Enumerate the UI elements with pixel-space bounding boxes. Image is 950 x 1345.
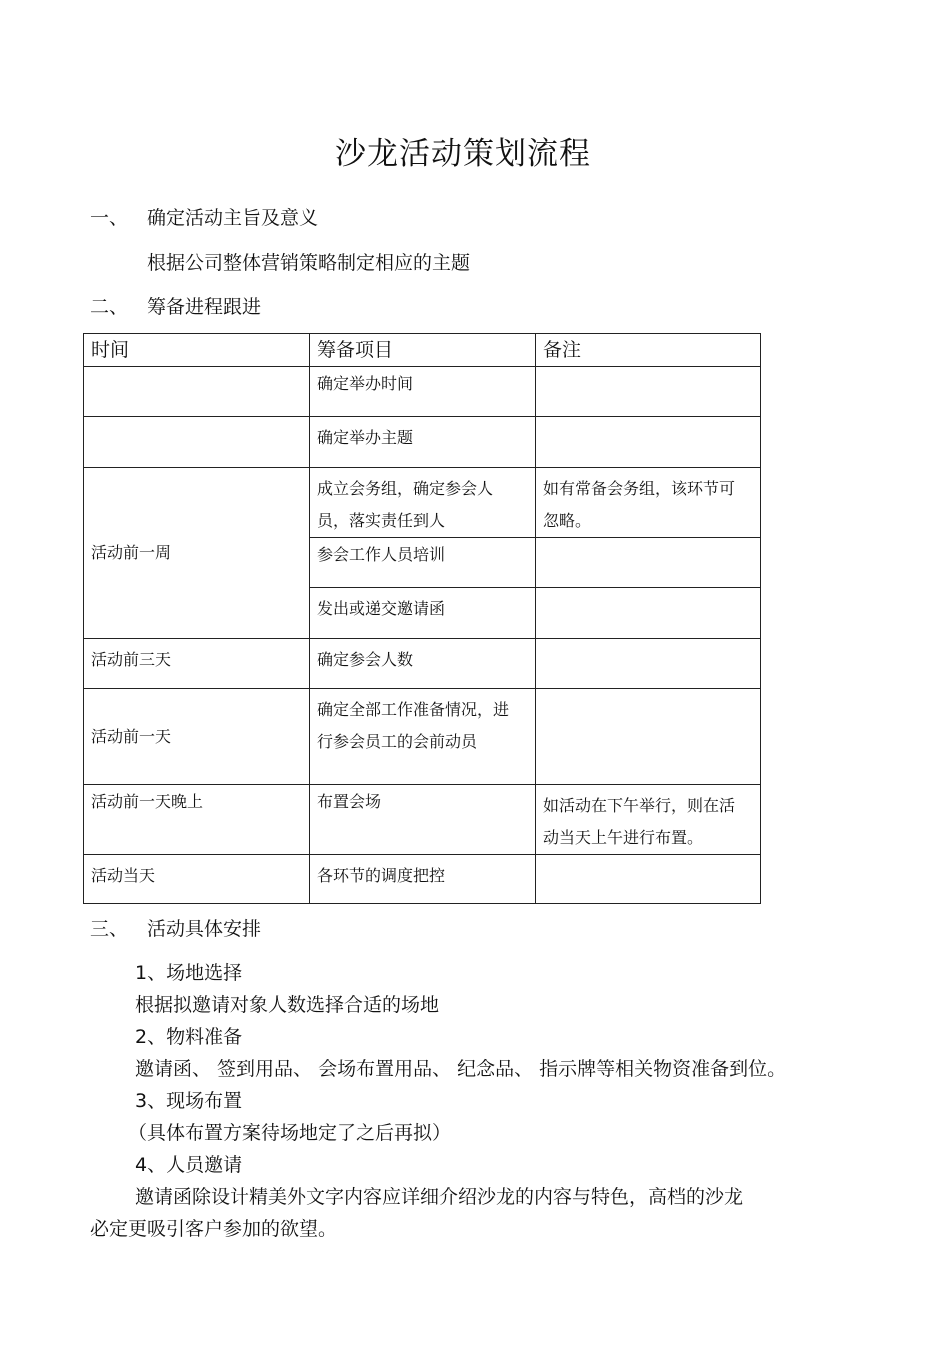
section-3-heading bbox=[90, 914, 261, 941]
section-2-heading bbox=[90, 292, 261, 319]
table-cell-note bbox=[536, 689, 761, 785]
section-1-heading bbox=[90, 203, 318, 230]
table-cell-item: 确定全部工作准备情况，进行参会员工的会前动员 bbox=[310, 689, 536, 785]
table-header-row bbox=[84, 334, 761, 367]
preparation-table bbox=[83, 333, 761, 904]
section-1-title: 确定活动主旨及意义 bbox=[147, 207, 319, 229]
table-row bbox=[84, 785, 761, 855]
table-cell-item: 参会工作人员培训 bbox=[310, 538, 536, 588]
table-header-item: 筹备项目 bbox=[310, 334, 536, 367]
table-header-time: 时间 bbox=[84, 334, 310, 367]
table-cell-item: 确定参会人数 bbox=[310, 639, 536, 689]
arrangement-2-label: 2、物料准备 bbox=[135, 1026, 243, 1048]
table-cell-time: 活动当天 bbox=[84, 855, 310, 904]
arrangement-4-text: 邀请函除设计精美外文字内容应详细介绍沙龙的内容与特色，高档的沙龙 bbox=[135, 1186, 744, 1208]
section-2-title: 筹备进程跟进 bbox=[147, 296, 262, 318]
table-cell-note bbox=[536, 367, 761, 417]
table-header-note: 备注 bbox=[536, 334, 761, 367]
table-cell-note bbox=[536, 588, 761, 639]
arrangement-4-label: 4、人员邀请 bbox=[135, 1154, 243, 1176]
table-cell-time: 活动前一周 bbox=[84, 468, 310, 639]
arrangement-2-text: 邀请函、 签到用品、 会场布置用品、 纪念品、 指示牌等相关物资准备到位。 bbox=[135, 1058, 787, 1080]
table-cell-note bbox=[536, 855, 761, 904]
arrangement-1-text: 根据拟邀请对象人数选择合适的场地 bbox=[135, 994, 440, 1016]
table-cell-note bbox=[536, 538, 761, 588]
table-cell-time: 活动前一天 bbox=[84, 689, 310, 785]
table-cell-item: 确定举办主题 bbox=[310, 417, 536, 468]
section-1-body: 根据公司整体营销策略制定相应的主题 bbox=[147, 252, 471, 274]
table-cell-item: 确定举办时间 bbox=[310, 367, 536, 417]
table-cell-note: 如有常备会务组，该环节可忽略。 bbox=[536, 468, 761, 538]
table-cell-time bbox=[84, 417, 310, 468]
section-3-title: 活动具体安排 bbox=[147, 918, 262, 940]
table-cell-item: 发出或递交邀请函 bbox=[310, 588, 536, 639]
table-cell-note bbox=[536, 639, 761, 689]
table-cell-note: 如活动在下午举行，则在活动当天上午进行布置。 bbox=[536, 785, 761, 855]
section-2-number: 二、 bbox=[90, 296, 129, 318]
section-3-number: 三、 bbox=[90, 918, 129, 940]
table-cell-item: 成立会务组，确定参会人员，落实责任到人 bbox=[310, 468, 536, 538]
page-title: 沙龙活动策划流程 bbox=[335, 136, 591, 172]
table-cell-time bbox=[84, 367, 310, 417]
table-cell-item: 布置会场 bbox=[310, 785, 536, 855]
arrangement-3-text: （具体布置方案待场地定了之后再拟） bbox=[128, 1122, 452, 1144]
table-cell-note bbox=[536, 417, 761, 468]
table-row bbox=[84, 417, 761, 468]
table-row bbox=[84, 855, 761, 904]
arrangement-4-text-continued: 必定更吸引客户参加的欲望。 bbox=[90, 1218, 338, 1240]
arrangement-3-label: 3、现场布置 bbox=[135, 1090, 243, 1112]
table-row bbox=[84, 468, 761, 538]
arrangement-1-label: 1、场地选择 bbox=[135, 962, 243, 984]
section-1-number: 一、 bbox=[90, 207, 129, 229]
table-cell-time: 活动前三天 bbox=[84, 639, 310, 689]
table-row bbox=[84, 639, 761, 689]
table-row bbox=[84, 689, 761, 785]
table-row bbox=[84, 367, 761, 417]
table-cell-item: 各环节的调度把控 bbox=[310, 855, 536, 904]
table-cell-time: 活动前一天晚上 bbox=[84, 785, 310, 855]
